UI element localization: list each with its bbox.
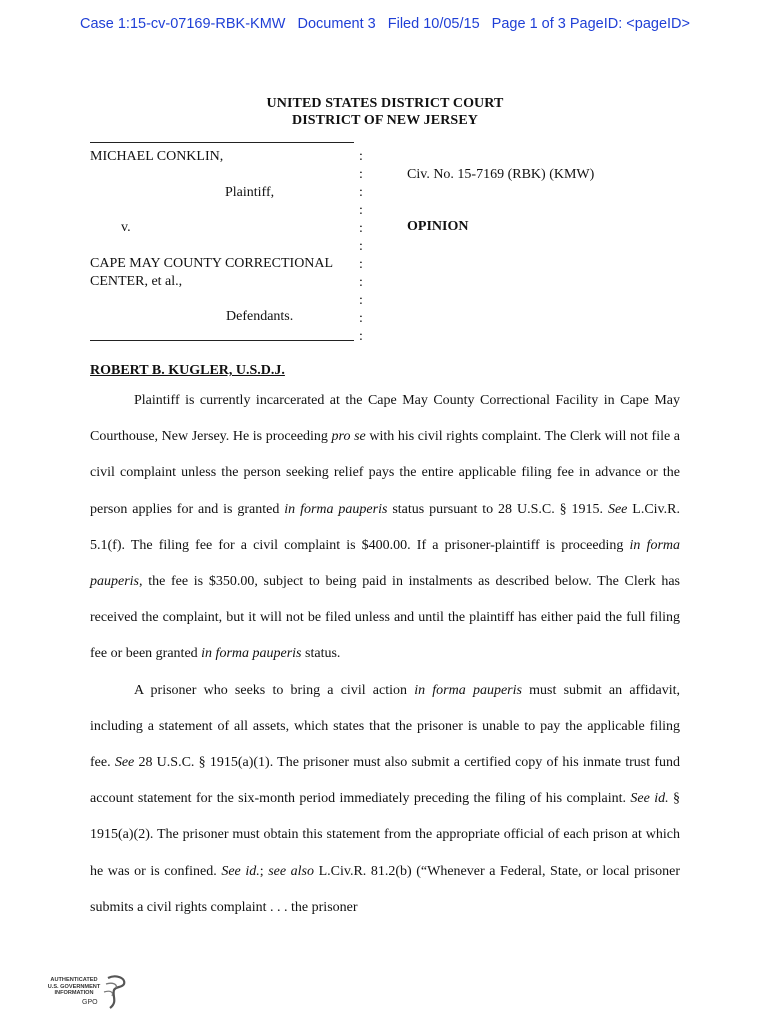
versus: v. [121, 220, 131, 235]
italic-text-run: in forma pauperis [90, 537, 680, 590]
text-run: 28 U.S.C. § 1915(a)(1). The prisoner must also submit a certified copy of his inmate trust fund account statement for the six-month period immediately preceding the filing of his complaint. [90, 755, 681, 807]
seal-text: AUTHENTICATED U.S. GOVERNMENT INFORMATION [47, 977, 101, 996]
court-district: DISTRICT OF NEW JERSEY [292, 113, 478, 128]
italic-text-run: See id. [221, 863, 260, 879]
caption-colon: : [359, 329, 363, 344]
opinion-paragraph [90, 673, 680, 926]
plaintiff-role: Plaintiff, [225, 185, 275, 200]
text-run: must submit an affidavit, including a statement of all assets, which states that the prisoner is unable to pay the applicable filing fee. [90, 682, 680, 771]
text-run: § 1915(a)(2). The prisoner must obtain this statement from the appropriate official of each prison at which he was or is confined. [90, 791, 681, 879]
opinion-paragraph [90, 383, 680, 673]
defendant-name-line1: CAPE MAY COUNTY CORRECTIONAL [90, 256, 334, 271]
page-info: Page 1 of 3 PageID: <pageID> [491, 16, 690, 32]
court-heading [0, 95, 770, 129]
caption-colon: : [359, 185, 363, 200]
filed-date: Filed 10/05/15 [387, 16, 480, 32]
text-run: A prisoner who seeks to bring a civil action [134, 682, 415, 698]
opinion-body [90, 383, 680, 926]
caption-colon: : [359, 149, 363, 164]
caption-colon: : [359, 239, 363, 254]
caption-colon: : [359, 311, 363, 326]
italic-text-run: See [607, 501, 628, 517]
italic-text-run: pro se [331, 429, 366, 445]
caption-colon: : [359, 257, 363, 272]
caption-colon: : [359, 275, 363, 290]
caption-bottom-rule [90, 340, 354, 341]
italic-text-run: in forma pauperis [201, 646, 302, 662]
text-run: L.Civ.R. 5.1(f). The filing fee for a civil complaint is $400.00. If a prisoner-plaintiff is proceeding [90, 501, 680, 553]
eagle-icon [102, 974, 128, 1010]
plaintiff-name: MICHAEL CONKLIN, [90, 149, 224, 164]
caption-colon: : [359, 221, 363, 236]
text-run: status pursuant to 28 U.S.C. § 1915. [387, 501, 608, 517]
gpo-authentication-seal [44, 974, 128, 1014]
defendant-name-line2: CENTER, et al., [90, 274, 183, 289]
text-run: ; [259, 863, 269, 879]
docket-header [0, 16, 770, 32]
court-name: UNITED STATES DISTRICT COURT [266, 96, 504, 111]
gpo-label: GPO [82, 999, 98, 1006]
text-run: Plaintiff is currently incarcerated at the Cape May County Correctional Facility in Cape May Courthouse, New Jersey. He is proceeding [90, 393, 680, 445]
case-number: Case 1:15-cv-07169-RBK-KMW [79, 16, 286, 32]
italic-text-run: in forma pauperis [284, 501, 388, 517]
civil-number: Civ. No. 15-7169 (RBK) (KMW) [407, 167, 595, 182]
text-run: with his civil rights complaint. The Clerk will not file a civil complaint unless the person seeking relief pays the entire applicable filing fee in advance or the person applies for and is granted [90, 429, 681, 517]
caption-colon: : [359, 293, 363, 308]
document-number: Document 3 [297, 16, 376, 32]
caption-colon: : [359, 203, 363, 218]
italic-text-run: See id. [630, 791, 669, 807]
text-run: status. [301, 646, 341, 662]
document-type: OPINION [407, 219, 469, 234]
italic-text-run: in forma pauperis [414, 682, 522, 698]
caption-colon: : [359, 167, 363, 182]
defendant-role: Defendants. [226, 309, 294, 324]
italic-text-run: see also [268, 863, 314, 879]
caption-top-rule [90, 142, 354, 143]
judge-name: ROBERT B. KUGLER, U.S.D.J. [90, 363, 285, 378]
text-run: L.Civ.R. 81.2(b) (“Whenever a Federal, State, or local prisoner submits a civil rights complaint . . . the prisoner [90, 863, 681, 915]
italic-text-run: See [114, 755, 135, 771]
text-run: , the fee is $350.00, subject to being paid in instalments as described below. The Clerk has received the complaint, but it will not be filed unless and until the plaintiff has either paid the full filing fee or been granted [90, 574, 680, 662]
